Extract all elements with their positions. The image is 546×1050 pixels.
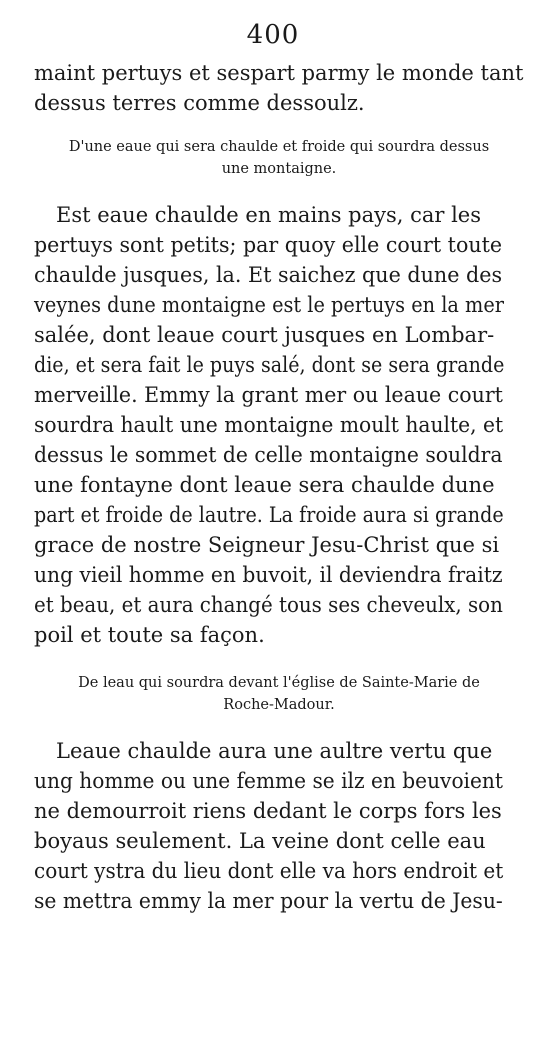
text-line: ne demourroit riens dedant le corps fors les [34,799,502,823]
paragraph-hot-water [34,200,524,650]
page-number: 400 [246,20,300,50]
section-heading [34,672,524,716]
text-line: Leaue chaulde aura une aultre vertu que [56,739,493,763]
text-line: chaulde jusques, la. Et saichez que dune des [34,263,503,287]
text-line: merveille. Emmy la grant mer ou leaue court [34,383,503,407]
text-line: dessus le sommet de celle montaigne souldra [34,443,503,467]
text-line: une fontayne dont leaue sera chaulde dune [34,473,495,497]
text-line: ung vieil homme en buvoit, il deviendra fraitz [34,563,503,587]
text-line: maint pertuys et sespart parmy le monde tant [34,61,524,85]
text-line: part et froide de lautre. La froide aura si grande [34,503,504,527]
paragraph-roche-madour [34,736,524,916]
text-line: salée, dont leaue court jusques en Lombar- [34,323,495,347]
heading-line: De leau qui sourdra devant l'église de Sainte-Marie de [78,675,480,691]
text-line: poil et toute sa façon. [34,623,265,647]
text-line: die, et sera fait le puys salé, dont se sera grande [34,353,505,377]
section-heading [34,136,524,180]
heading-line: D'une eaue qui sera chaulde et froide qui sourdra dessus [68,139,490,155]
text-line: ung homme ou une femme se ilz en beuvoient [34,769,503,793]
page-content [34,58,524,916]
text-line: sourdra hault une montaigne moult haulte, et [34,413,504,437]
text-line: boyaus seulement. La veine dont celle eau [34,829,486,853]
text-line: dessus terres comme dessoulz. [34,91,365,115]
text-line: Est eaue chaulde en mains pays, car les [56,203,482,227]
text-line: pertuys sont petits; par quoy elle court toute [34,233,503,257]
heading-line: Roche-Madour. [223,697,335,713]
text-line: grace de nostre Seigneur Jesu-Christ que si [34,533,500,557]
text-line: se mettra emmy la mer pour la vertu de Jesu- [34,889,503,913]
paragraph-continuation [34,58,524,118]
heading-line: une montaigne. [221,161,337,177]
text-line: et beau, et aura changé tous ses cheveulx, son [34,593,503,617]
text-line: veynes dune montaigne est le pertuys en la mer [34,293,504,317]
text-line: court ystra du lieu dont elle va hors endroit et [34,859,504,883]
